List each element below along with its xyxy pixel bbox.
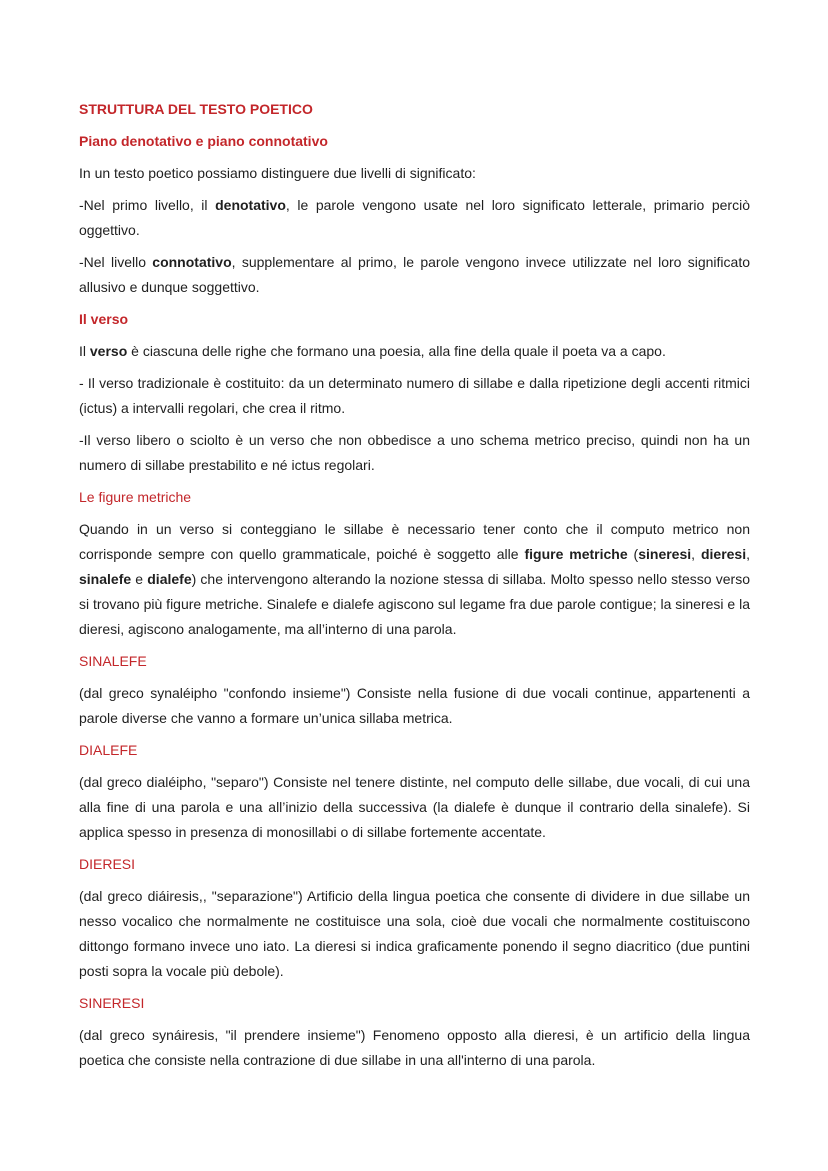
paragraph: [79, 339, 750, 364]
text-run: è ciascuna delle righe che formano una poesia, alla fine della quale il poeta va a capo.: [127, 343, 666, 359]
section-heading: [79, 97, 750, 122]
text-run: ) che intervengono alterando la nozione stessa di sillaba. Molto spesso nello stesso verso si trovano più figure metriche. Sinalefe e dialefe agiscono sul legame fra due parole contigue; la sineresi e la dieresi, agiscono analogamente, ma all’interno di una parola.: [79, 571, 750, 637]
paragraph: [79, 193, 750, 243]
text-run: , supplementare al primo, le parole vengono invece utilizzate nel loro significato allusivo e dunque soggettivo.: [79, 254, 750, 295]
section-heading: [79, 738, 750, 763]
text-run: STRUTTURA DEL TESTO POETICO: [79, 101, 313, 117]
text-run: Quando in un verso si conteggiano le sillabe è necessario tener conto che il computo metrico non corrisponde sempre con quello grammaticale, poiché è soggetto alle: [79, 521, 750, 562]
text-run: SINALEFE: [79, 653, 147, 669]
text-run: (dal greco synáiresis, "il prendere insieme") Fenomeno opposto alla dieresi, è un artificio della lingua poetica che consiste nella contrazione di due sillabe in una all'interno di una parola.: [79, 1027, 750, 1068]
bold-text-run: verso: [89, 343, 128, 359]
text-run: Le figure metriche: [79, 489, 192, 505]
paragraph: [79, 371, 750, 421]
paragraph: [79, 250, 750, 300]
text-run: Piano denotativo e piano connotativo: [79, 133, 328, 149]
text-run: Il: [79, 343, 90, 359]
paragraph: [79, 161, 750, 186]
text-run: , le parole vengono usate nel loro significato letterale, primario perciò oggettivo.: [79, 197, 750, 238]
text-run: ,: [746, 546, 750, 562]
section-heading: [79, 852, 750, 877]
text-run: DIALEFE: [79, 742, 138, 758]
text-run: Il verso: [79, 311, 129, 327]
text-run: (dal greco dialéipho, "separo") Consiste nel tenere distinte, nel computo delle sillabe, due vocali, di cui una alla fine di una parola e una all’inizio della successiva (la dialefe è dunque il contrario della sinalefe). Si applica spesso in presenza di monosillabi o di sillabe fortemente accentate.: [79, 774, 750, 840]
bold-text-run: figure metriche: [524, 546, 628, 562]
section-heading: [79, 129, 750, 154]
section-heading: [79, 485, 750, 510]
text-run: - Il verso tradizionale è costituito: da un determinato numero di sillabe e dalla ripetizione degli accenti ritmici (ictus) a intervalli regolari, che crea il ritmo.: [79, 375, 750, 416]
bold-text-run: denotativo: [215, 197, 286, 213]
text-run: (dal greco synaléipho "confondo insieme") Consiste nella fusione di due vocali continue, appartenenti a parole diverse che vanno a formare un’unica sillaba metrica.: [79, 685, 750, 726]
bold-text-run: sineresi: [638, 546, 692, 562]
section-heading: [79, 307, 750, 332]
text-run: (dal greco diáiresis,, "separazione") Artificio della lingua poetica che consente di dividere in due sillabe un nesso vocalico che normalmente ne costituisce una sola, cioè due vocali che normalmente costituiscono dittongo formano invece uno iato. La dieresi si indica graficamente ponendo il segno diacritico (due puntini posti sopra la vocale più debole).: [79, 888, 750, 979]
bold-text-run: dieresi: [700, 546, 747, 562]
bold-text-run: sinalefe: [79, 571, 132, 587]
text-run: SINERESI: [79, 995, 145, 1011]
document-body: [79, 97, 750, 1080]
text-run: -Nel livello: [79, 254, 153, 270]
text-run: In un testo poetico possiamo distinguere due livelli di significato:: [79, 165, 476, 181]
text-run: -Il verso libero o sciolto è un verso che non obbedisce a uno schema metrico preciso, quindi non ha un numero di sillabe prestabilito e né ictus regolari.: [79, 432, 750, 473]
paragraph: [79, 428, 750, 478]
section-heading: [79, 649, 750, 674]
paragraph: [79, 884, 750, 984]
text-run: -Nel primo livello, il: [79, 197, 216, 213]
bold-text-run: connotativo: [152, 254, 232, 270]
paragraph: [79, 517, 750, 642]
paragraph: [79, 681, 750, 731]
section-heading: [79, 991, 750, 1016]
text-run: DIERESI: [79, 856, 136, 872]
text-run: (: [627, 546, 639, 562]
paragraph: [79, 770, 750, 845]
text-run: e: [131, 571, 148, 587]
bold-text-run: dialefe: [147, 571, 192, 587]
paragraph: [79, 1023, 750, 1073]
text-run: ,: [691, 546, 701, 562]
